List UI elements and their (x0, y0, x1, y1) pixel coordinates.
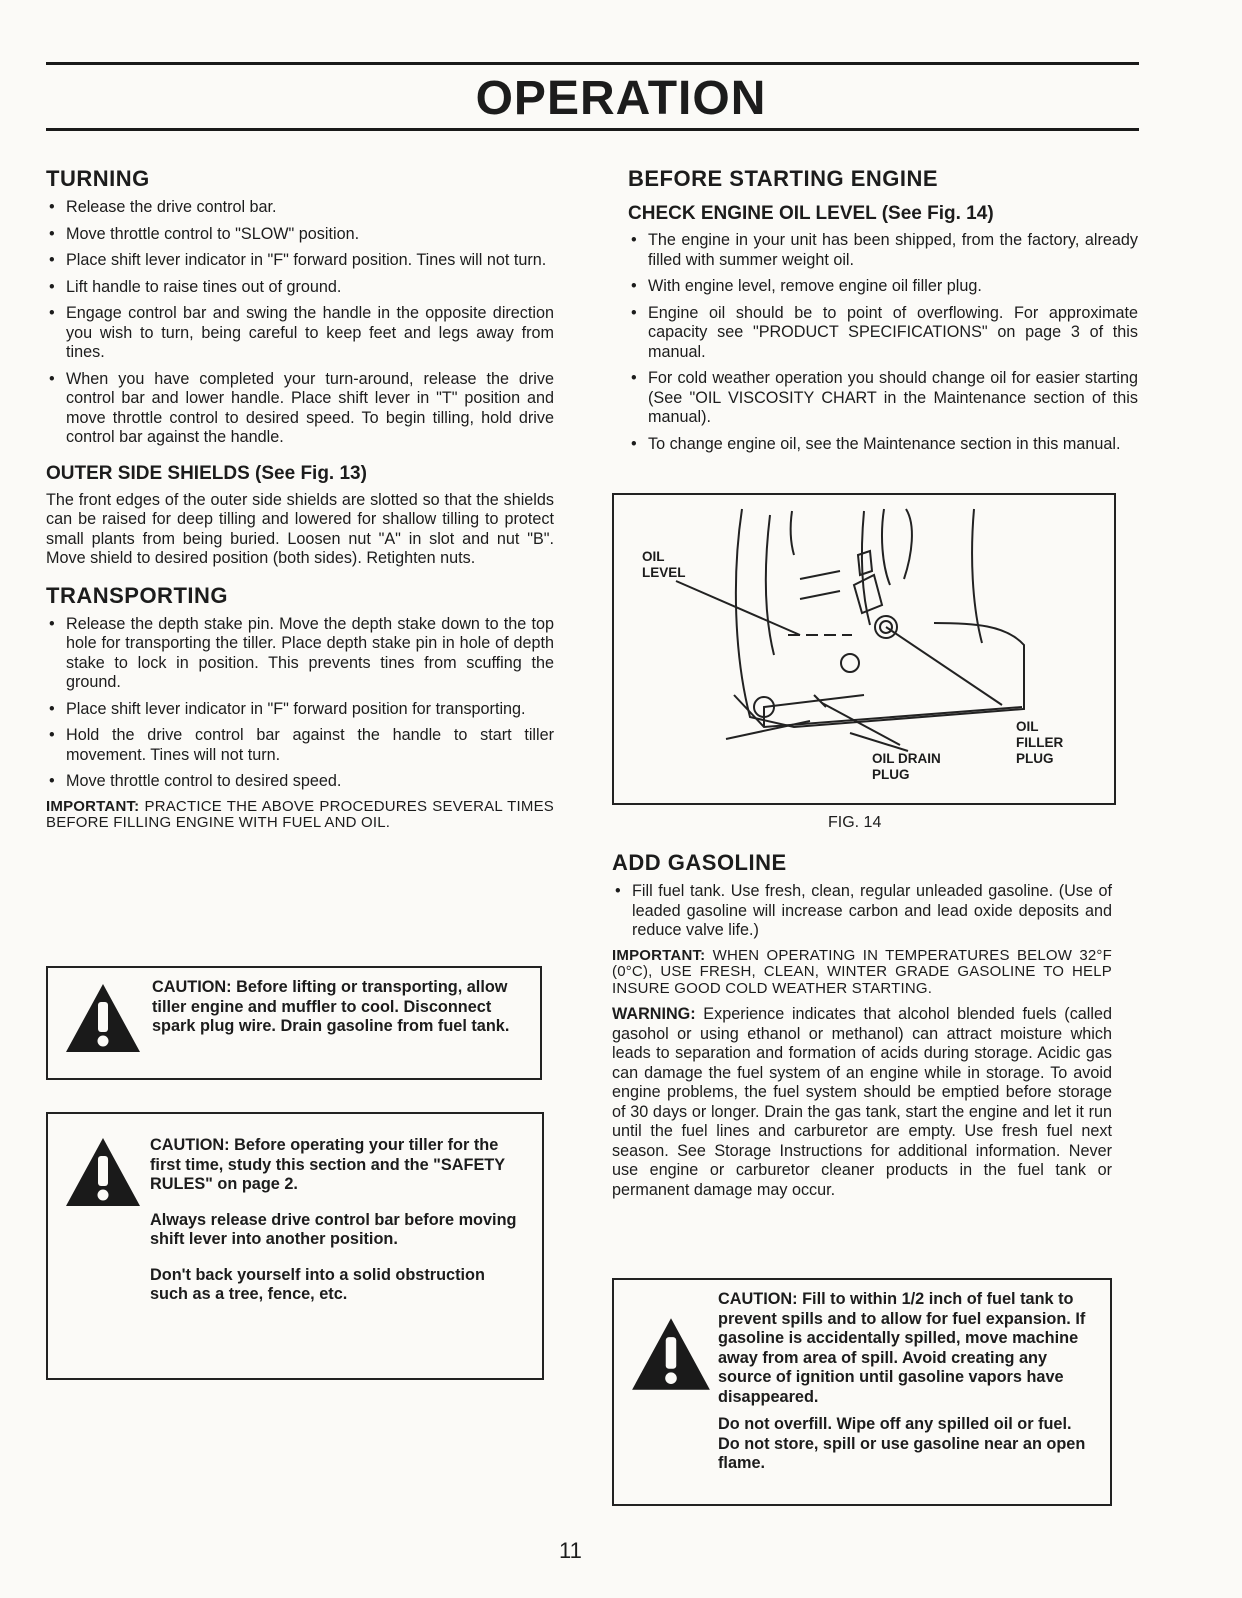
outer-side-shields-section (46, 462, 554, 569)
gasoline-warning (612, 1005, 1112, 1200)
transporting-list (46, 615, 554, 792)
list-item: • Hold the drive control bar against the handle to start tiller movement. Tines will not turn. (46, 726, 554, 765)
warning-label: WARNING: (612, 1005, 696, 1023)
before-starting-heading: BEFORE STARTING ENGINE (628, 166, 939, 191)
important-label: IMPORTANT: (612, 946, 706, 964)
caution-paragraph: CAUTION: Before operating your tiller for the first time, study this section and the "SAFETY RULES" on page 2. (150, 1136, 505, 1193)
important-label: IMPORTANT: (46, 797, 140, 815)
warning-text: Experience indicates that alcohol blended fuels (called gasohol or using ethanol or methanol) can attract moisture which leads to separation and formation of acids during storage. Acidic gas can damage the fuel system of an engine while in storage. To avoid engine problems, the fuel system should be emptied before storage of 30 days or longer. Drain the gas tank, start the engine and let it run until the fuel lines and carburetor are empty. Use fresh fuel next season. See Storage Instructions for additional information. Never use engine or carburetor cleaner products in the fuel tank or permanent damage may occur. (612, 1005, 1112, 1199)
caution-box-fuel (612, 1278, 1112, 1506)
turning-list (46, 198, 554, 448)
list-item: • To change engine oil, see the Maintenance section in this manual. (628, 435, 1138, 455)
important-text: WHEN OPERATING IN TEMPERATURES BELOW 32°F (0°C), USE FRESH, CLEAN, WINTER GRADE GASOLINE TO HELP INSURE GOOD COLD WEATHER STARTING. (612, 946, 1112, 997)
page-title: OPERATION (475, 72, 767, 125)
oil-drain-label-line: OIL DRAIN (872, 751, 941, 766)
transporting-heading: TRANSPORTING (46, 582, 228, 608)
list-item: • Lift handle to raise tines out of ground. (46, 278, 554, 298)
right-column (628, 158, 1138, 461)
list-item: • Engine oil should be to point of overflowing. For approximate capacity see "PRODUCT SPECIFICATIONS" on page 3 of this manual. (628, 304, 1138, 363)
oil-filler-plug-label (1016, 719, 1063, 767)
caution-text (718, 1290, 1092, 1474)
oil-level-label-line: LEVEL (642, 565, 686, 580)
oil-level-label-line: OIL (642, 549, 665, 564)
outer-side-shields-text: The front edges of the outer side shields are slotted so that the shields can be raised for deep tilling and lowered for shallow tilling to protect small plants from being buried. Loosen nut "A" in slot and nut "B". Move shield to desired position (both sides). Retighten nuts. (46, 490, 554, 567)
header-top-rule (46, 62, 1139, 65)
add-gasoline-heading: ADD GASOLINE (612, 850, 787, 875)
caution-paragraph: CAUTION: Fill to within 1/2 inch of fuel tank to prevent spills and to allow for fuel expansion. If gasoline is accidentally spilled, move machine away from area of spill. Avoid creating any source of ignition until gasoline vapors have disappeared. (718, 1290, 1086, 1406)
transporting-section (46, 583, 554, 832)
caution-box-operating (46, 1112, 544, 1380)
list-item: • Move throttle control to "SLOW" position. (46, 225, 554, 245)
oil-filler-label-line: FILLER (1016, 735, 1064, 750)
oil-drain-plug-label (872, 751, 941, 783)
list-item: • With engine level, remove engine oil filler plug. (628, 277, 1138, 297)
add-gasoline-section (612, 842, 1112, 1206)
oil-filler-label-line: PLUG (1016, 751, 1054, 766)
warning-triangle-icon (64, 982, 142, 1054)
oil-drain-label-line: PLUG (872, 767, 910, 782)
figure-14 (612, 493, 1116, 805)
list-item: • Move throttle control to desired speed. (46, 772, 554, 792)
figure-caption: FIG. 14 (828, 814, 882, 831)
warning-triangle-icon (64, 1136, 142, 1208)
caution-text (150, 1136, 522, 1321)
list-item: • When you have completed your turn-around, release the drive control bar and lower handle. Place shift lever in "T" position and move throttle control to desired speed. To begin tilling, hold drive control bar against the handle. (46, 370, 554, 448)
list-item: • Place shift lever indicator in "F" forward position for transporting. (46, 700, 554, 720)
oil-filler-label-line: OIL (1016, 719, 1039, 734)
list-item: • Place shift lever indicator in "F" forward position. Tines will not turn. (46, 251, 554, 271)
gasoline-important (612, 948, 1112, 998)
caution-box-lifting (46, 966, 542, 1080)
important-text: PRACTICE THE ABOVE PROCEDURES SEVERAL TIMES BEFORE FILLING ENGINE WITH FUEL AND OIL. (46, 797, 554, 831)
list-item: • Release the depth stake pin. Move the depth stake down to the top hole for transporting the tiller. Place depth stake pin in hole of depth stake to lock in position. This prevents tines from scuffing the ground. (46, 615, 554, 693)
turning-heading: TURNING (46, 166, 150, 191)
check-oil-heading: CHECK ENGINE OIL LEVEL (See Fig. 14) (628, 203, 994, 224)
before-starting-section (628, 166, 1138, 454)
caution-text: CAUTION: Before lifting or transporting, allow tiller engine and muffler to cool. Disconnect spark plug wire. Drain gasoline from fuel tank. (152, 978, 510, 1035)
caution-paragraph: Don't back yourself into a solid obstruction such as a tree, fence, etc. (150, 1265, 485, 1303)
page-number: 11 (559, 1538, 582, 1563)
transporting-important (46, 799, 554, 832)
warning-triangle-icon (630, 1316, 712, 1392)
header-bottom-rule (46, 128, 1139, 131)
list-item: • The engine in your unit has been shipped, from the factory, already filled with summer weight oil. (628, 231, 1138, 270)
caution-paragraph: Do not overfill. Wipe off any spilled oil or fuel. Do not store, spill or use gasoline near an open flame. (718, 1415, 1086, 1472)
left-column (46, 158, 554, 840)
turning-section (46, 166, 554, 448)
list-item: • Engage control bar and swing the handle in the opposite direction you wish to turn, being careful to keep feet and legs away from tines. (46, 304, 554, 363)
caution-paragraph: Always release drive control bar before moving shift lever into another position. (150, 1210, 517, 1248)
list-item: • Fill fuel tank. Use fresh, clean, regular unleaded gasoline. (Use of leaded gasoline will increase carbon and lead oxide deposits and reduce valve life.) (612, 882, 1112, 941)
oil-level-label (642, 549, 686, 581)
list-item: • Release the drive control bar. (46, 198, 554, 218)
list-item: • For cold weather operation you should change oil for easier starting (See "OIL VISCOSITY CHART in the Maintenance section of this manual). (628, 369, 1138, 428)
check-oil-list (628, 231, 1138, 454)
add-gasoline-list (612, 882, 1112, 941)
outer-side-shields-heading: OUTER SIDE SHIELDS (See Fig. 13) (46, 462, 367, 484)
